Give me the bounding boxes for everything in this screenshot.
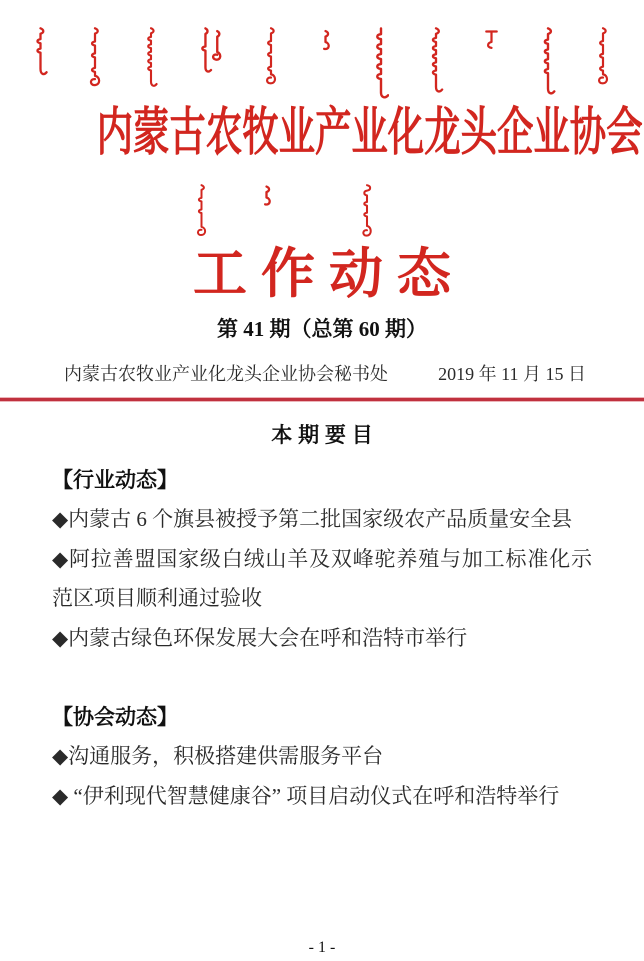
mongolian-script-glyph [263,27,279,91]
mongolian-script-header-row [33,27,611,105]
mongolian-script-glyph [428,27,444,95]
page-number: - 1 - [308,939,336,956]
mongolian-script-glyph [318,27,333,57]
organization-title: 内蒙古农牧业产业化龙头企业协会 [96,105,643,162]
publisher-row [0,362,644,386]
issue-number-line: 第 41 期（总第 60 期） [217,317,427,341]
toc-content [0,461,644,816]
toc-item: ◆内蒙古 6 个旗县被授予第二批国家级农产品质量安全县 [52,507,573,531]
mongolian-script-glyph [540,27,556,97]
toc-item: ◆ “伊利现代智慧健康谷” 项目启动仪式在呼和浩特举行 [52,783,560,808]
mongolian-script-glyph [193,184,210,242]
mongolian-script-glyph [358,184,376,244]
issue-date: 2019 年 11 月 15 日 [438,364,586,384]
mongolian-script-glyph [87,27,103,93]
mongolian-script-subtitle-row [0,184,644,246]
mongolian-script-glyph [483,27,500,53]
toc-item: ◆内蒙古绿色环保发展大会在呼和浩特市举行 [52,625,468,650]
red-divider-rule [0,398,644,401]
section-title-industry: 【行业动态】 [52,469,178,492]
mongolian-script-glyph [33,27,48,81]
toc-item: ◆阿拉善盟国家级白绒山羊及双峰驼养殖与加工标准化示范区项目顺利通过验收 [52,546,592,610]
mongolian-script-glyph [259,184,274,211]
mongolian-script-glyph [143,27,159,89]
masthead-title: 工作动态 [193,244,465,304]
mongolian-script-glyph [373,27,389,101]
mongolian-script-glyph [198,27,224,77]
publisher-name: 内蒙古农牧业产业化龙头企业协会秘书处 [64,364,388,384]
toc-heading: 本 期 要 目 [271,424,373,447]
section-title-association: 【协会动态】 [52,706,178,729]
mongolian-script-glyph [595,27,611,91]
toc-item: ◆沟通服务，积极搭建供需服务平台 [52,744,384,768]
